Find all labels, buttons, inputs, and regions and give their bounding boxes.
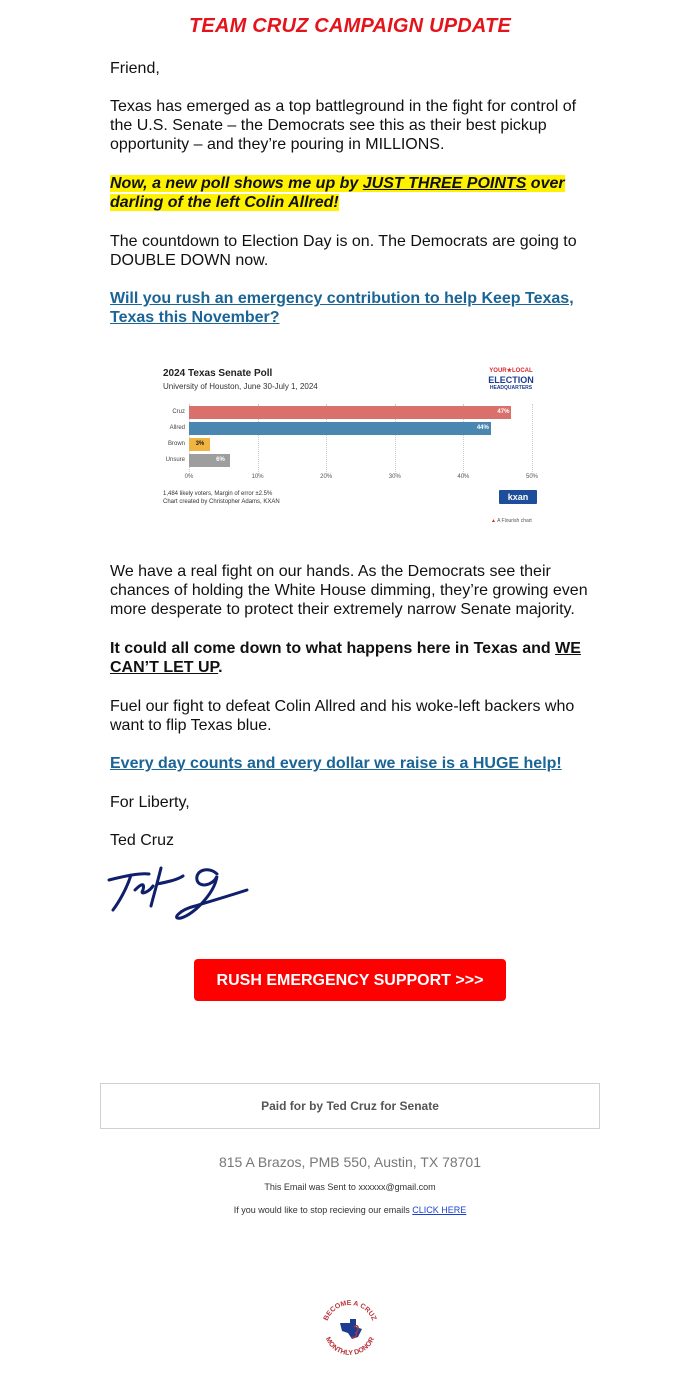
bar-value-label: 3% (195, 441, 205, 447)
x-tick-label: 20% (320, 474, 333, 480)
category-label: Allred (169, 425, 185, 431)
category-label: Unsure (165, 457, 185, 463)
bar-cruz (189, 406, 511, 419)
greeting: Friend, (110, 60, 160, 77)
category-label: Brown (167, 441, 185, 447)
monthly-donor-badge[interactable] (318, 1297, 382, 1361)
paragraph-countdown: The countdown to Election Day is on. The Democrats are going to DOUBLE DOWN now. (110, 233, 577, 269)
signoff: For Liberty, (110, 794, 190, 811)
paragraph-battleground: Texas has emerged as a top battleground in the fight for control of the U.S. Senate – the Democrats see this as their best pickup opportunity – and they’re pouring in MILLIONS. (110, 98, 577, 153)
rush-support-button[interactable]: RUSH EMERGENCY SUPPORT >>> (194, 959, 506, 1001)
bold-underlined: WE CAN’T LET UP (110, 640, 581, 676)
chart-note-sample: 1,484 likely voters, Margin of error ±2.5% (163, 491, 273, 497)
highlight-emphasis: JUST THREE POINTS (362, 175, 527, 192)
chart-notes (163, 490, 280, 506)
badge-text-bottom: MONTHLY DONOR (323, 1336, 377, 1358)
logo-line1: YOUR★LOCAL (489, 368, 533, 374)
bar-value-label: 6% (216, 457, 225, 463)
x-tick-label: 40% (457, 474, 470, 480)
logo-line2: ELECTION (488, 375, 534, 385)
bold-part1: It could all come down to what happens here in Texas and (110, 640, 556, 657)
paragraph-fuel-fight: Fuel our fight to defeat Colin Allred and his woke-left backers who want to flip Texas blue. (110, 698, 575, 734)
unsubscribe-link[interactable]: CLICK HERE (412, 1205, 467, 1215)
highlight-part1: Now, a new poll shows me up by (110, 175, 363, 192)
highlight-part2: over darling of the left Colin Allred! (110, 175, 565, 211)
chart-subtitle: University of Houston, June 30-July 1, 2024 (163, 382, 318, 391)
mailing-address: 815 A Brazos, PMB 550, Austin, TX 78701 (218, 1154, 482, 1170)
unsubscribe-text: If you would like to stop recieving our emails (233, 1205, 413, 1215)
sent-to-notice: This Email was Sent to xxxxxx@gmail.com (264, 1182, 436, 1192)
election-hq-logo (487, 368, 535, 392)
bold-paragraph (110, 639, 592, 677)
gridline (532, 404, 533, 474)
flourish-credit-text: A Flourish chart (497, 518, 532, 524)
paragraph-real-fight: We have a real fight on our hands. As the Democrats see their chances of holding the White House dimming, they’re growing even more desperate to protect their extremely narrow Senate majority. (110, 563, 588, 618)
chart-title: 2024 Texas Senate Poll (163, 368, 273, 379)
category-label: Cruz (172, 409, 185, 415)
bar-allred (189, 422, 491, 435)
bar-value-label: 47% (497, 409, 510, 415)
bar-value-label: 44% (476, 425, 489, 431)
every-day-counts-link[interactable]: Every day counts and every dollar we raise is a HUGE help! (110, 755, 562, 772)
x-tick-label: 50% (525, 474, 538, 480)
highlighted-poll-paragraph (110, 174, 592, 212)
bold-part2: . (218, 659, 223, 676)
paid-for-disclaimer: Paid for by Ted Cruz for Senate (100, 1083, 600, 1129)
email-title: TEAM CRUZ CAMPAIGN UPDATE (188, 15, 512, 37)
kxan-logo: kxan (499, 490, 537, 504)
logo-line3: HEADQUARTERS (489, 385, 533, 391)
flourish-credit[interactable]: ▲ A Flourish chart (491, 518, 532, 524)
x-tick-label: 10% (251, 474, 264, 480)
signer-name: Ted Cruz (110, 832, 175, 849)
badge-text-top: BECOME A CRUZ (322, 1299, 378, 1322)
signature-image (105, 862, 255, 932)
x-tick-label: 0% (184, 474, 194, 480)
contribution-link[interactable]: Will you rush an emergency contribution to help Keep Texas, Texas this November? (110, 290, 574, 326)
poll-chart (157, 362, 547, 532)
x-tick-label: 30% (388, 474, 401, 480)
chart-note-credit: Chart created by Christopher Adams, KXAN (163, 499, 280, 505)
unsubscribe-line (0, 1205, 700, 1215)
